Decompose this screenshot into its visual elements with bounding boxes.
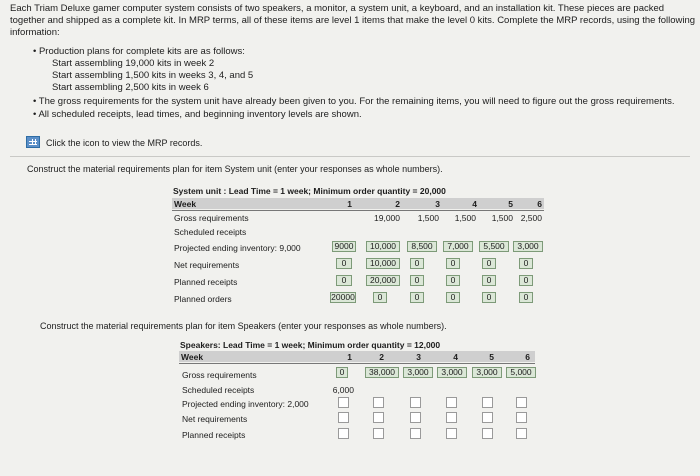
speakers-row-label-scheduled: Scheduled receipts <box>182 385 255 395</box>
week-4: 4 <box>472 199 477 209</box>
net-w3-input[interactable]: 0 <box>410 258 424 269</box>
planned-receipts-w6-input[interactable]: 0 <box>519 275 533 286</box>
speakers-week-3: 3 <box>416 352 421 362</box>
speakers-week-label: Week <box>181 352 204 362</box>
projected-w4-input[interactable]: 7,000 <box>443 241 473 252</box>
planned-orders-w1-input[interactable]: 20000 <box>331 292 355 302</box>
speakers-gross-w2-input[interactable]: 38,000 <box>365 367 399 378</box>
net-w1-input[interactable]: 0 <box>336 258 352 269</box>
row-label-projected: Projected ending inventory: 9,000 <box>174 243 301 253</box>
planned-orders-w4-input[interactable]: 0 <box>446 292 460 303</box>
speakers-net-w2-input[interactable] <box>373 412 384 423</box>
projected-w5-input[interactable]: 5,500 <box>479 241 509 252</box>
speakers-gross-w4-input[interactable]: 3,000 <box>437 367 467 378</box>
row-label-scheduled: Scheduled receipts <box>174 227 247 237</box>
bullet-production-plans: • Production plans for complete kits are as follows: <box>33 46 245 57</box>
bullet-gross-requirements: • The gross requirements for the system unit have already been given to you. For the remaining items, you will need to figure out the gross requirements. <box>33 96 675 107</box>
net-w5-input[interactable]: 0 <box>482 258 496 269</box>
speakers-projected-w3-input[interactable] <box>410 397 421 408</box>
speakers-net-w3-input[interactable] <box>410 412 421 423</box>
speakers-week-4: 4 <box>453 352 458 362</box>
speakers-net-w5-input[interactable] <box>482 412 493 423</box>
speakers-row-label-projected: Projected ending inventory: 2,000 <box>182 399 309 409</box>
speakers-projected-w4-input[interactable] <box>446 397 457 408</box>
speakers-net-w1-input[interactable] <box>338 412 349 423</box>
week-5: 5 <box>508 199 513 209</box>
speakers-week-1: 1 <box>347 352 352 362</box>
speakers-net-w6-input[interactable] <box>516 412 527 423</box>
plan-weeks345: Start assembling 1,500 kits in weeks 3, 4, and 5 <box>52 70 254 81</box>
projected-w3-input[interactable]: 8,500 <box>407 241 437 252</box>
instruction-system-unit: Construct the material requirements plan for item System unit (enter your responses as whole numbers). <box>27 164 443 174</box>
speakers-week-5: 5 <box>489 352 494 362</box>
speakers-header-rule <box>179 363 535 364</box>
speakers-row-label-planned-receipts: Planned receipts <box>182 430 246 440</box>
header-rule <box>172 210 544 211</box>
plan-week6: Start assembling 2,500 kits in week 6 <box>52 82 209 93</box>
speakers-planned-receipts-w6-input[interactable] <box>516 428 527 439</box>
speakers-week-6: 6 <box>525 352 530 362</box>
speakers-projected-w2-input[interactable] <box>373 397 384 408</box>
net-w6-input[interactable]: 0 <box>519 258 533 269</box>
planned-orders-w6-input[interactable]: 0 <box>519 292 533 303</box>
planned-orders-w5-input[interactable]: 0 <box>482 292 496 303</box>
net-w2-input[interactable]: 10,000 <box>366 258 400 269</box>
speakers-week-2: 2 <box>379 352 384 362</box>
gross-w5: 1,500 <box>491 213 513 223</box>
gross-w4: 1,500 <box>454 213 476 223</box>
speakers-planned-receipts-w1-input[interactable] <box>338 428 349 439</box>
projected-w2-input[interactable]: 10,000 <box>366 241 400 252</box>
row-label-planned-receipts: Planned receipts <box>174 277 238 287</box>
speakers-planned-receipts-w2-input[interactable] <box>373 428 384 439</box>
gross-w6: 2,500 <box>520 213 542 223</box>
speakers-planned-receipts-w5-input[interactable] <box>482 428 493 439</box>
planned-orders-w2-input[interactable]: 0 <box>373 292 387 303</box>
view-mrp-records-link[interactable]: Click the icon to view the MRP records. <box>46 138 203 148</box>
week-2: 2 <box>395 199 400 209</box>
speakers-row-label-gross: Gross requirements <box>182 370 257 380</box>
instruction-speakers: Construct the material requirements plan for item Speakers (enter your responses as whole numbers). <box>40 321 447 331</box>
week-6: 6 <box>537 199 542 209</box>
planned-receipts-w1-input[interactable]: 0 <box>336 275 352 286</box>
planned-receipts-w4-input[interactable]: 0 <box>446 275 460 286</box>
net-w4-input[interactable]: 0 <box>446 258 460 269</box>
row-label-planned-orders: Planned orders <box>174 294 232 304</box>
speakers-projected-w5-input[interactable] <box>482 397 493 408</box>
row-label-gross: Gross requirements <box>174 213 249 223</box>
gross-w2: 19,000 <box>374 213 400 223</box>
table-icon[interactable] <box>26 136 40 148</box>
speakers-planned-receipts-w4-input[interactable] <box>446 428 457 439</box>
speakers-projected-w6-input[interactable] <box>516 397 527 408</box>
planned-receipts-w2-input[interactable]: 20,000 <box>366 275 400 286</box>
speakers-gross-w6-input[interactable]: 5,000 <box>506 367 536 378</box>
projected-w1-input[interactable]: 9000 <box>332 241 356 252</box>
gross-w3: 1,500 <box>417 213 439 223</box>
divider <box>10 156 690 157</box>
projected-w6-input[interactable]: 3,000 <box>513 241 543 252</box>
week-3: 3 <box>435 199 440 209</box>
intro-paragraph: Each Triam Deluxe gamer computer system consists of two speakers, a monitor, a system unit, a keyboard, and an installation kit. These pieces are packed together and shipped as a complete kit. In MRP terms, all of these items are level 1 items that make the level 0 kits. Complete the MRP records, using the following information: <box>10 3 696 38</box>
planned-orders-w3-input[interactable]: 0 <box>410 292 424 303</box>
system-unit-caption: System unit : Lead Time = 1 week; Minimum order quantity = 20,000 <box>173 186 446 196</box>
speakers-net-w4-input[interactable] <box>446 412 457 423</box>
speakers-scheduled-w1: 6,000 <box>332 385 354 395</box>
plan-week2: Start assembling 19,000 kits in week 2 <box>52 58 215 69</box>
week-label: Week <box>174 199 197 209</box>
speakers-gross-w3-input[interactable]: 3,000 <box>403 367 433 378</box>
speakers-planned-receipts-w3-input[interactable] <box>410 428 421 439</box>
planned-receipts-w3-input[interactable]: 0 <box>410 275 424 286</box>
row-label-net: Net requirements <box>174 260 240 270</box>
bullet-scheduled-receipts: • All scheduled receipts, lead times, and beginning inventory levels are shown. <box>33 109 362 120</box>
speakers-gross-w1-input[interactable]: 0 <box>336 367 348 378</box>
week-1: 1 <box>347 199 352 209</box>
speakers-row-label-net: Net requirements <box>182 414 248 424</box>
planned-receipts-w5-input[interactable]: 0 <box>482 275 496 286</box>
speakers-gross-w5-input[interactable]: 3,000 <box>472 367 502 378</box>
speakers-caption: Speakers: Lead Time = 1 week; Minimum order quantity = 12,000 <box>180 340 441 350</box>
speakers-projected-w1-input[interactable] <box>338 397 349 408</box>
